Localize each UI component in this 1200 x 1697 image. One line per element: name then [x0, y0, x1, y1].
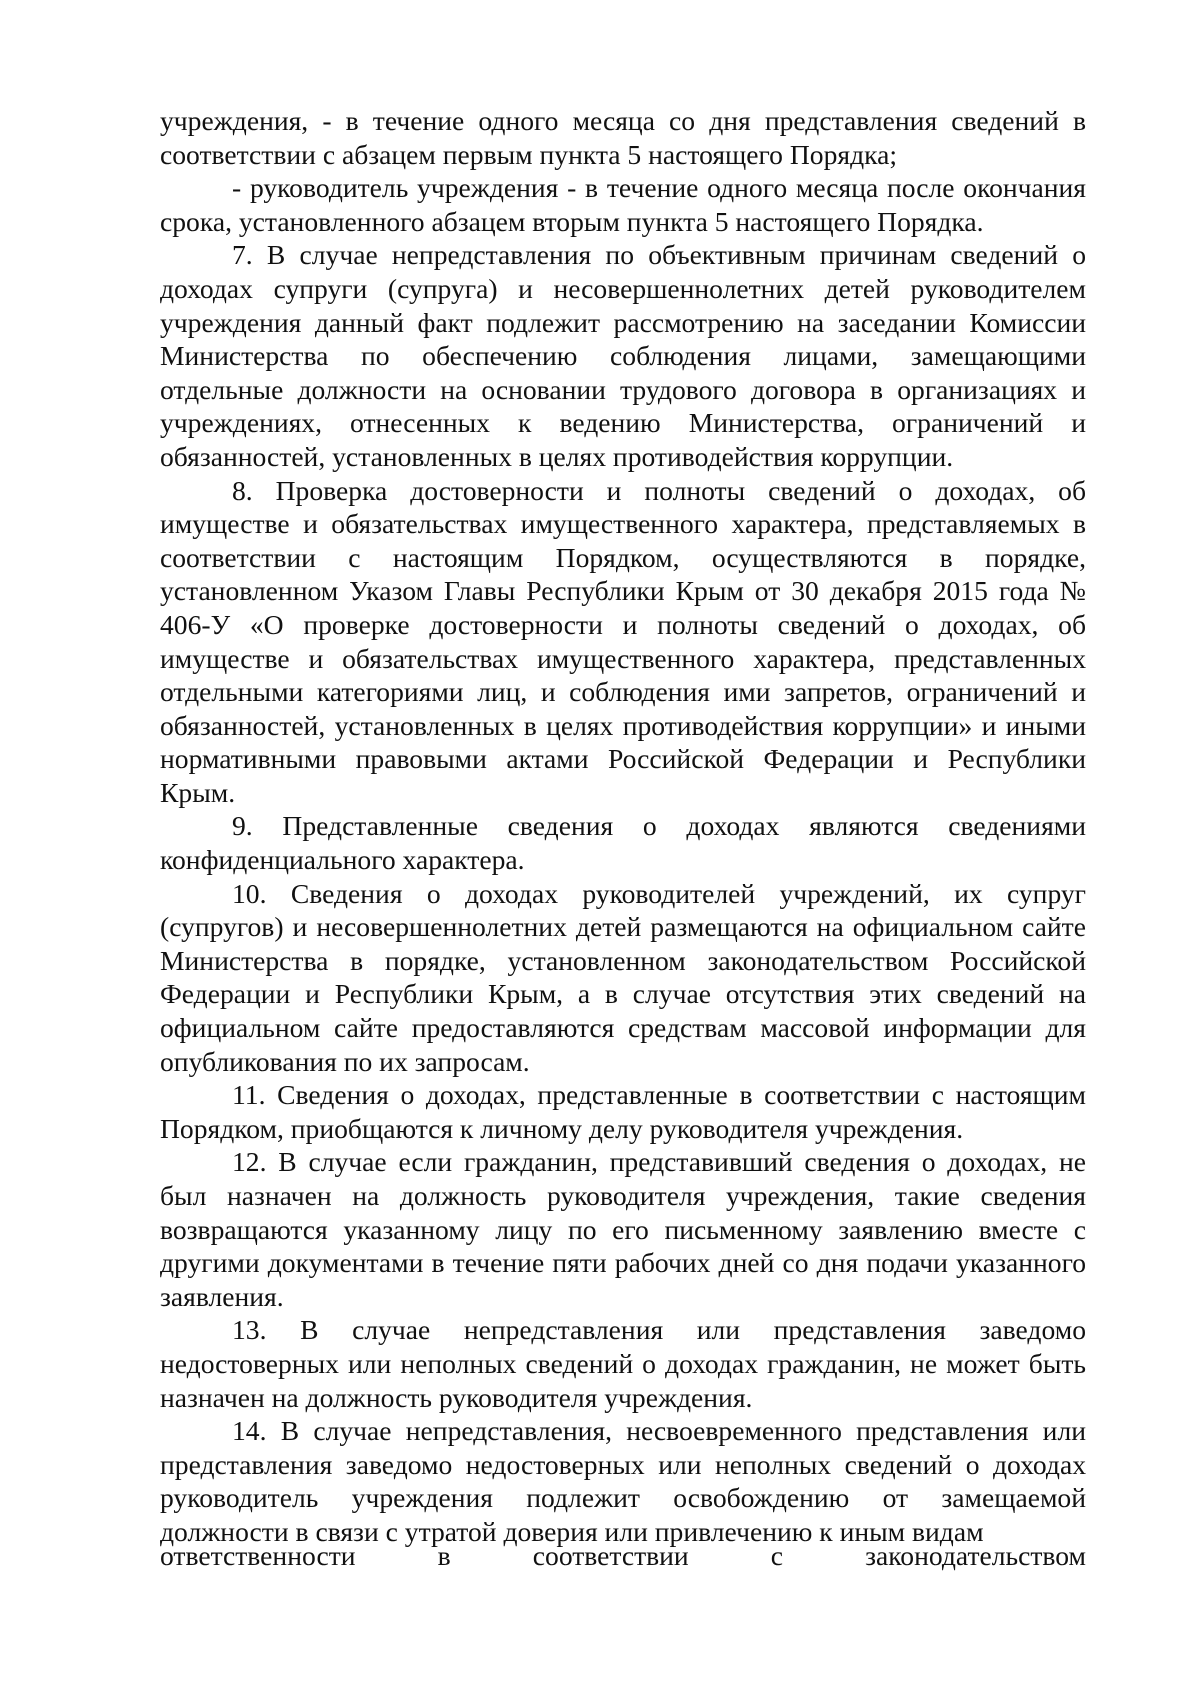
paragraph-13: 13. В случае непредставления или представления заведомо недостоверных или неполных сведений о доходах гражданин, не может быть назначен на должность руководителя учреждения. — [160, 1314, 1086, 1413]
document-body — [160, 104, 1086, 1549]
paragraph-continuation: учреждения, - в течение одного месяца со дня представления сведений в соответствии с абзацем первым пункта 5 настоящего Порядка; — [160, 105, 1086, 170]
paragraph-7: 7. В случае непредставления по объективным причинам сведений о доходах супруги (супруга) и несовершеннолетних детей руководителем учреждения данный факт подлежит рассмотрению на заседании Комиссии Министерства по обеспечению соблюдения лицами, замещающими отдельные должности на основании трудового договора в организациях и учреждениях, отнесенных к ведению Министерства, ограничений и обязанностей, установленных в целях противодействия коррупции. — [160, 239, 1086, 472]
paragraph-8: 8. Проверка достоверности и полноты сведений о доходах, об имуществе и обязательствах имущественного характера, представляемых в соответствии с настоящим Порядком, осуществляются в порядке, установленном Указом Главы Республики Крым от 30 декабря 2015 года № 406-У «О проверке достоверности и полноты сведений о доходах, об имуществе и обязательствах имущественного характера, представленных отдельными категориями лиц, и соблюдения ими запретов, ограничений и обязанностей, установленных в целях противодействия коррупции» и иными нормативными правовыми актами Российской Федерации и Республики Крым. — [160, 474, 1086, 808]
cut-off-line-text: ответственности в соответствии с законодательством — [160, 1540, 1086, 1571]
paragraph-director-deadline: - руководитель учреждения - в течение одного месяца после окончания срока, установленного абзацем вторым пункта 5 настоящего Порядка. — [160, 172, 1086, 237]
paragraph-11: 11. Сведения о доходах, представленные в соответствии с настоящим Порядком, приобщаются к личному делу руководителя учреждения. — [160, 1079, 1086, 1144]
paragraph-10: 10. Сведения о доходах руководителей учреждений, их супруг (супругов) и несовершеннолетних детей размещаются на официальном сайте Министерства в порядке, установленном законодательством Российской Федерации и Республики Крым, а в случае отсутствия этих сведений на официальном сайте предоставляются средствам массовой информации для опубликования по их запросам. — [160, 877, 1086, 1077]
paragraph-12: 12. В случае если гражданин, представивший сведения о доходах, не был назначен на должность руководителя учреждения, такие сведения возвращаются указанному лицу по его письменному заявлению вместе с другими документами в течение пяти рабочих дней со дня подачи указанного заявления. — [160, 1146, 1086, 1312]
paragraph-9: 9. Представленные сведения о доходах являются сведениями конфиденциального характера. — [160, 810, 1086, 876]
cut-off-line — [160, 1540, 1086, 1571]
paragraph-14: 14. В случае непредставления, несвоевременного представления или представления заведомо недостоверных или неполных сведений о доходах руководитель учреждения подлежит освобождению от замещаемой должности в связи с утратой доверия или привлечению к иным видам — [160, 1415, 1086, 1547]
